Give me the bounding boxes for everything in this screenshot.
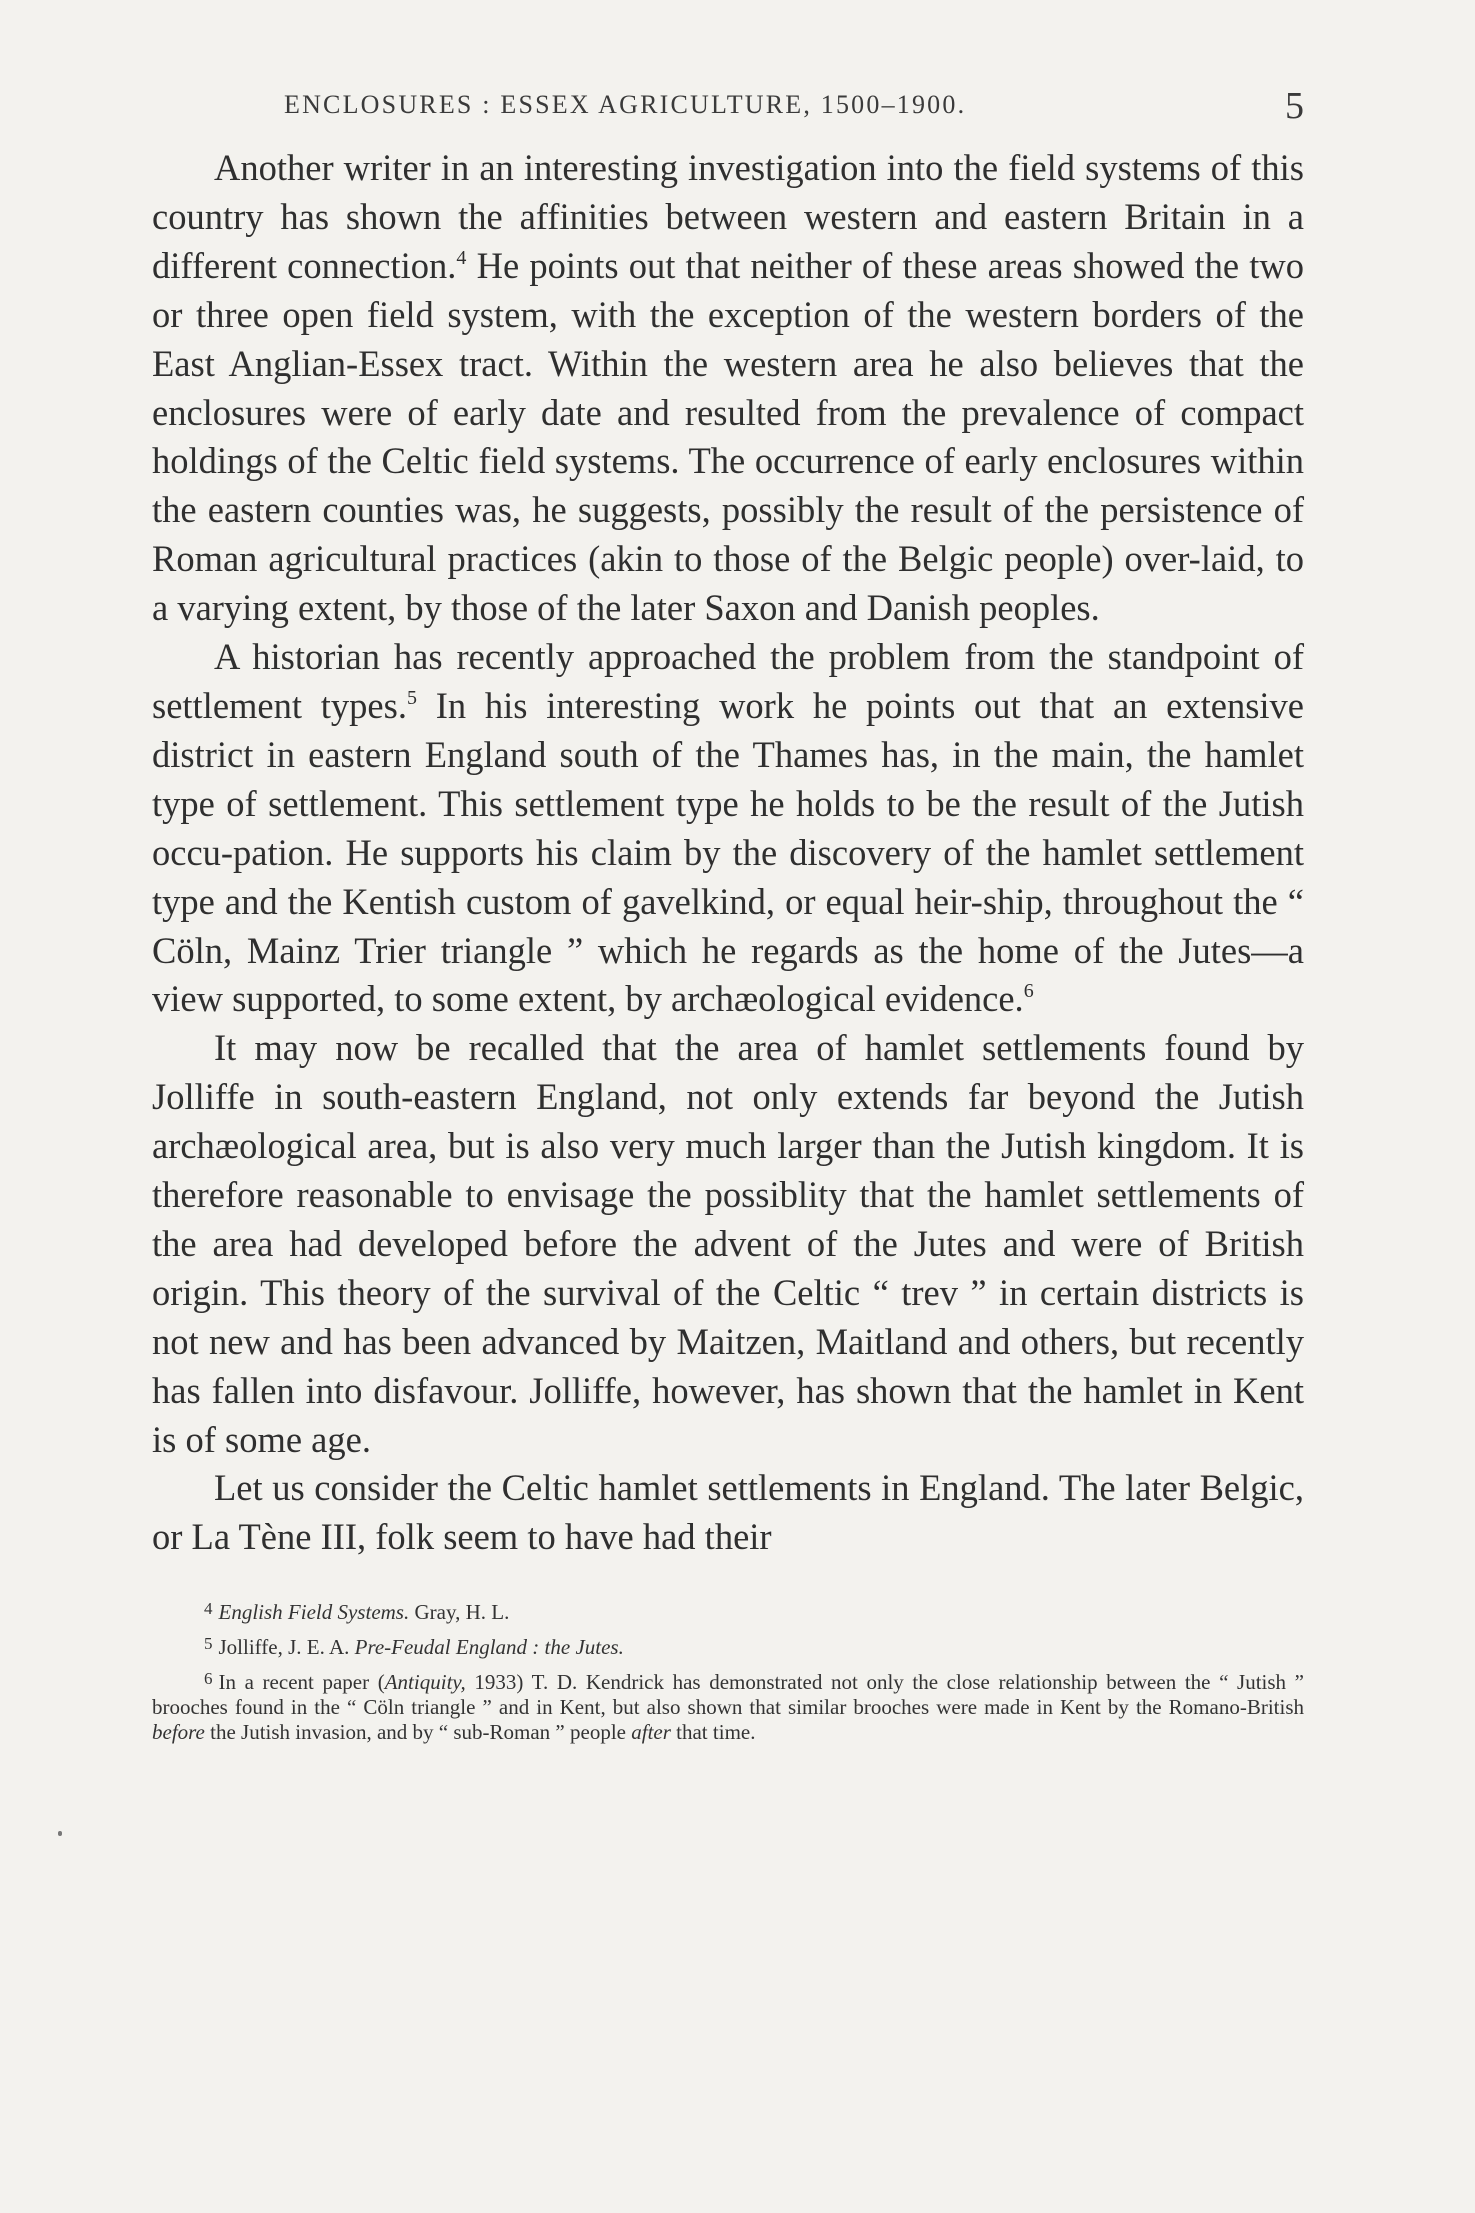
footnote-text: In a recent paper ( bbox=[218, 1670, 385, 1695]
footnote-title: Pre-Feudal England : the Jutes. bbox=[354, 1635, 624, 1660]
running-head bbox=[152, 84, 1304, 144]
footnote-ref[interactable]: 6 bbox=[1023, 980, 1034, 1003]
footnote bbox=[152, 1666, 1304, 1745]
footnote-number: 6 bbox=[204, 1669, 213, 1689]
book-page bbox=[152, 84, 1304, 1751]
footnote bbox=[152, 1596, 1304, 1625]
footnote-emphasis: after bbox=[631, 1720, 671, 1745]
footnote-emphasis: before bbox=[152, 1720, 205, 1745]
footnote-number: 5 bbox=[204, 1634, 213, 1654]
paragraph-text: Another writer in an interesting investigation into the field systems of this country has shown the affinities between western and eastern Britain in a different connection. bbox=[152, 147, 1304, 286]
paragraph bbox=[152, 633, 1304, 1024]
footnote-number: 4 bbox=[204, 1599, 213, 1619]
footnote-ref[interactable]: 4 bbox=[456, 246, 467, 269]
paragraph-text: He points out that neither of these areas showed the two or three open field system, with the exception of the western borders of the East Anglian-Essex tract. Within the western area he also believes that the enclosures were of early date and resulted from the prevalence of compact holdings of the Celtic field systems. The occurrence of early enclosures within the eastern counties was, he suggests, possibly the result of the persistence of Roman agricultural practices (akin to those of the Belgic people) over-laid, to a varying extent, by those of the later Saxon and Danish peoples. bbox=[152, 244, 1304, 629]
paragraph-text: It may now be recalled that the area of hamlet settlements found by Jolliffe in south-eastern England, not only extends far beyond the Jutish archæological area, but is also very much larger than the Jutish kingdom. It is therefore reasonable to envisage the possiblity that the hamlet settlements of the area had developed before the advent of the Jutes and were of British origin. This theory of the survival of the Celtic “ trev ” in certain districts is not new and has been advanced by Maitzen, Maitland and others, but recently has fallen into disfavour. Jolliffe, however, has shown that the hamlet in Kent is of some age. bbox=[152, 1027, 1304, 1460]
paragraph-text: A historian has recently approached the problem from the standpoint of settlement types. bbox=[152, 636, 1304, 726]
paragraph bbox=[152, 1024, 1304, 1464]
footnote-text: the Jutish invasion, and by “ sub-Roman ” people bbox=[204, 1720, 632, 1745]
footnote-ref[interactable]: 5 bbox=[406, 686, 417, 709]
footnote-title: Antiquity, bbox=[384, 1670, 466, 1695]
stray-ink-mark bbox=[58, 1831, 62, 1836]
footnote bbox=[152, 1631, 1304, 1660]
footnotes bbox=[152, 1596, 1304, 1745]
page-number: 5 bbox=[1285, 85, 1304, 127]
paragraph bbox=[152, 1464, 1304, 1562]
footnote-text: Jolliffe, J. E. A. bbox=[218, 1635, 355, 1660]
running-head-title: ENCLOSURES : ESSEX AGRICULTURE, 1500–1900. bbox=[284, 90, 967, 119]
footnote-text: Gray, H. L. bbox=[409, 1600, 510, 1625]
paragraph-text: In his interesting work he points out that an extensive district in eastern England south of the Thames has, in the main, the hamlet type of settlement. This settlement type he holds to be the result of the Jutish occu-pation. He supports his claim by the discovery of the hamlet settlement type and the Kentish custom of gavelkind, or equal heir-ship, throughout the “ Cöln, Mainz Trier triangle ” which he regards as the home of the Jutes—a view supported, to some extent, by archæological evidence. bbox=[152, 684, 1305, 1020]
footnote-title: English Field Systems. bbox=[218, 1600, 410, 1625]
footnote-text: that time. bbox=[670, 1720, 756, 1745]
paragraph bbox=[152, 144, 1304, 633]
footnote-text: 1933) T. D. Kendrick has demonstrated not only the close relationship between the “ Jutish ” brooches found in the “ Cöln triangle ” and in Kent, but also shown that similar brooches were made in Kent by the Romano-British bbox=[152, 1670, 1304, 1720]
body-text bbox=[152, 144, 1304, 1562]
paragraph-text: Let us consider the Celtic hamlet settlements in England. The later Belgic, or La Tène III, folk seem to have had their bbox=[152, 1467, 1304, 1558]
